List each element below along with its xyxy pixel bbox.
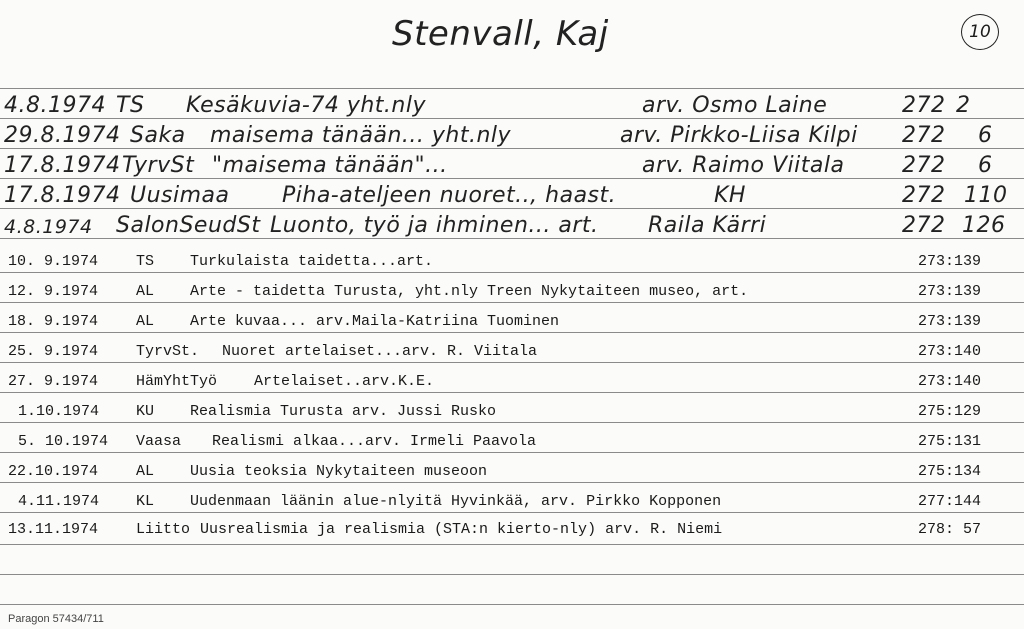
entry-date: 1.10.1974 bbox=[18, 403, 100, 420]
entry-ref-a: 272 bbox=[902, 123, 946, 148]
entry-source: Vaasa bbox=[136, 433, 182, 450]
typed-entry bbox=[0, 248, 1024, 274]
entry-ref: 273:140 bbox=[918, 343, 982, 360]
typed-entry bbox=[0, 516, 1024, 542]
rule-line bbox=[0, 88, 1024, 89]
card-title: Stenvall, Kaj bbox=[392, 14, 609, 54]
handwritten-entry bbox=[0, 150, 1024, 180]
entry-reviewer: arv. Pirkko-Liisa Kilpi bbox=[620, 123, 858, 148]
entry-date: 29.8.1974 bbox=[4, 123, 121, 148]
entry-text: "maisema tänään"... bbox=[212, 153, 448, 178]
entry-date: 22.10.1974 bbox=[8, 463, 99, 480]
entry-ref: 275:131 bbox=[918, 433, 982, 450]
typed-entry bbox=[0, 488, 1024, 514]
entry-ref-a: 272 bbox=[902, 213, 946, 238]
handwritten-entry bbox=[0, 120, 1024, 150]
entry-text: Arte - taidetta Turusta, yht.nly Treen Nykytaiteen museo, art. bbox=[190, 283, 749, 300]
entry-date: 25. 9.1974 bbox=[8, 343, 99, 360]
entry-reviewer: Raila Kärri bbox=[648, 213, 767, 238]
entry-date: 5. 10.1974 bbox=[18, 433, 109, 450]
entry-date: 17.8.1974 bbox=[4, 183, 121, 208]
entry-ref-b: 110 bbox=[964, 183, 1008, 208]
entry-text: Uusia teoksia Nykytaiteen museoon bbox=[190, 463, 488, 480]
entry-date: 4.8.1974 bbox=[4, 216, 93, 238]
typed-entry bbox=[0, 458, 1024, 484]
entry-ref-b: 6 bbox=[978, 153, 993, 178]
entry-ref: 273:139 bbox=[918, 313, 982, 330]
entry-source: Liitto bbox=[136, 521, 191, 538]
entry-text: Kesäkuvia-74 yht.nly bbox=[186, 93, 427, 118]
entry-text: maisema tänään... yht.nly bbox=[210, 123, 512, 148]
entry-text: Realismia Turusta arv. Jussi Rusko bbox=[190, 403, 497, 420]
typed-entry bbox=[0, 278, 1024, 304]
entry-source: TyrvSt. bbox=[136, 343, 200, 360]
typed-entry bbox=[0, 338, 1024, 364]
entry-ref-b: 6 bbox=[978, 123, 993, 148]
entry-source: HämYhtTyö bbox=[136, 373, 218, 390]
entry-text: Uudenmaan läänin alue-nlyitä Hyvinkää, arv. Pirkko Kopponen bbox=[190, 493, 722, 510]
entry-source: TyrvSt bbox=[122, 153, 195, 178]
entry-ref: 275:129 bbox=[918, 403, 982, 420]
typed-entry bbox=[0, 428, 1024, 454]
typed-entry bbox=[0, 308, 1024, 334]
entry-date: 18. 9.1974 bbox=[8, 313, 99, 330]
entry-date: 4.11.1974 bbox=[18, 493, 100, 510]
entry-reviewer: arv. Osmo Laine bbox=[642, 93, 828, 118]
entry-source: Saka bbox=[130, 123, 186, 148]
entry-ref-a: 272 bbox=[902, 93, 946, 118]
card-number-badge bbox=[961, 14, 999, 50]
entry-ref: 275:134 bbox=[918, 463, 982, 480]
entry-ref: 273:140 bbox=[918, 373, 982, 390]
entry-date: 27. 9.1974 bbox=[8, 373, 99, 390]
entry-text: Arte kuvaa... arv.Maila-Katriina Tuominen bbox=[190, 313, 560, 330]
entry-ref: 273:139 bbox=[918, 283, 982, 300]
entry-source: AL bbox=[136, 283, 155, 300]
entry-source: Uusimaa bbox=[130, 183, 230, 208]
entry-ref-b: 126 bbox=[962, 213, 1006, 238]
entry-date: 17.8.1974 bbox=[4, 153, 121, 178]
entry-source: SalonSeudSt bbox=[116, 213, 261, 238]
rule-line bbox=[0, 574, 1024, 575]
entry-date: 12. 9.1974 bbox=[8, 283, 99, 300]
entry-reviewer: arv. Raimo Viitala bbox=[642, 153, 845, 178]
entry-ref: 273:139 bbox=[918, 253, 982, 270]
entry-text: Turkulaista taidetta...art. bbox=[190, 253, 434, 270]
entry-ref: 277:144 bbox=[918, 493, 982, 510]
entry-text: Artelaiset..arv.K.E. bbox=[254, 373, 435, 390]
entry-source: AL bbox=[136, 313, 155, 330]
card-number: 10 bbox=[969, 22, 991, 42]
entry-source: KU bbox=[136, 403, 155, 420]
entry-ref-a: 272 bbox=[902, 183, 946, 208]
rule-line bbox=[0, 604, 1024, 605]
typed-entry bbox=[0, 398, 1024, 424]
entry-source: KL bbox=[136, 493, 155, 510]
entry-date: 10. 9.1974 bbox=[8, 253, 99, 270]
entry-text: Realismi alkaa...arv. Irmeli Paavola bbox=[212, 433, 537, 450]
entry-ref-a: 272 bbox=[902, 153, 946, 178]
entry-text: Nuoret artelaiset...arv. R. Viitala bbox=[222, 343, 538, 360]
entry-text: Luonto, työ ja ihminen... art. bbox=[270, 213, 599, 238]
entry-ref: 278: 57 bbox=[918, 521, 982, 538]
handwritten-entry bbox=[0, 90, 1024, 120]
entry-date: 13.11.1974 bbox=[8, 521, 99, 538]
entry-text: Piha-ateljeen nuoret.., haast. bbox=[282, 183, 617, 208]
entry-ref-b: 2 bbox=[956, 93, 971, 118]
entry-source: AL bbox=[136, 463, 155, 480]
handwritten-entry bbox=[0, 210, 1024, 240]
entry-reviewer: KH bbox=[714, 183, 746, 208]
card-footer: Paragon 57434/711 bbox=[8, 613, 104, 625]
rule-line bbox=[0, 544, 1024, 545]
entry-source: TS bbox=[116, 93, 145, 118]
typed-entry bbox=[0, 368, 1024, 394]
entry-source: TS bbox=[136, 253, 155, 270]
entry-text: Uusrealismia ja realismia (STA:n kierto-nly) arv. R. Niemi bbox=[200, 521, 723, 538]
entry-date: 4.8.1974 bbox=[4, 93, 106, 118]
handwritten-entry bbox=[0, 180, 1024, 210]
